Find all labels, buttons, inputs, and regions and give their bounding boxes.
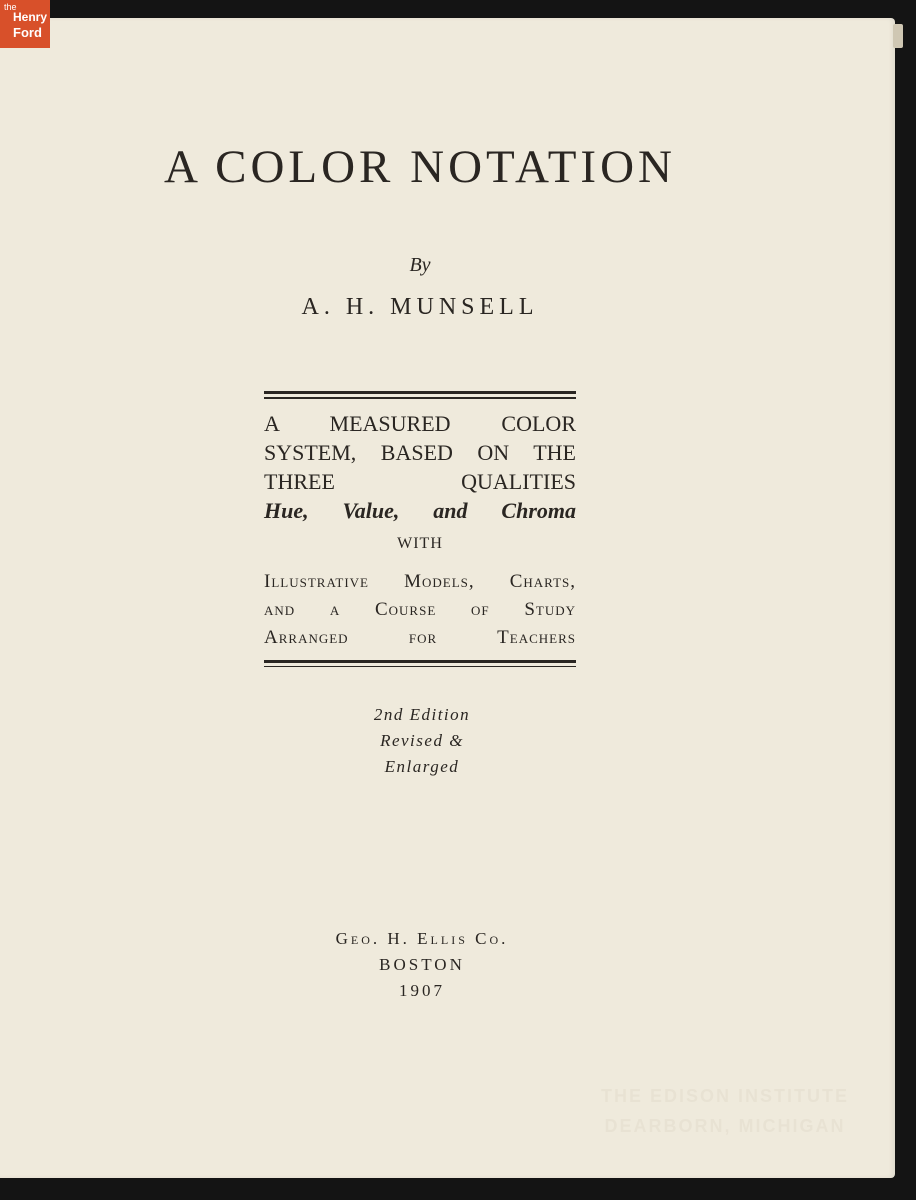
rule-line [264, 666, 576, 668]
sub-line: and a Course of Study [264, 598, 576, 620]
author-name: A. H. MUNSELL [301, 294, 539, 320]
rule-line [264, 397, 576, 399]
description-line-italic: Hue, Value, and Chroma [264, 497, 576, 523]
rule-line [264, 391, 576, 394]
henry-ford-logo [0, 0, 50, 48]
description-line: SYSTEM, BASED ON THE [264, 439, 576, 465]
top-double-rule [264, 391, 576, 399]
with-label: WITH [397, 534, 443, 552]
stamp-line: THE EDISON INSTITUTE [600, 1086, 849, 1106]
publisher-city: BOSTON [379, 955, 465, 974]
edition-line: Revised & [380, 731, 464, 750]
stamp-line: DEARBORN, MICHIGAN [604, 1116, 846, 1136]
edition-info [0, 702, 844, 780]
sub-line: Illustrative Models, Charts, [264, 570, 576, 592]
book-title: A COLOR NOTATION [164, 141, 676, 193]
book-title-page [0, 18, 895, 1178]
description-line: A MEASURED COLOR [264, 410, 576, 436]
bottom-double-rule [264, 660, 576, 668]
publisher-info [0, 926, 844, 1004]
edition-line: 2nd Edition [373, 705, 471, 724]
edition-line: Enlarged [384, 757, 460, 776]
publication-year: 1907 [399, 981, 445, 1000]
logo-text: the [4, 2, 17, 12]
publisher-name: Geo. H. Ellis Co. [335, 929, 509, 948]
library-stamp [570, 1081, 880, 1141]
sub-line: Arranged for Teachers [264, 626, 576, 648]
rule-line [264, 660, 576, 663]
description-block [264, 391, 576, 667]
logo-text: Ford [13, 25, 42, 40]
logo-text: Henry [13, 10, 48, 24]
page-edge [893, 24, 903, 48]
description-line: THREE QUALITIES [264, 468, 576, 494]
byline-label: By [409, 254, 431, 276]
